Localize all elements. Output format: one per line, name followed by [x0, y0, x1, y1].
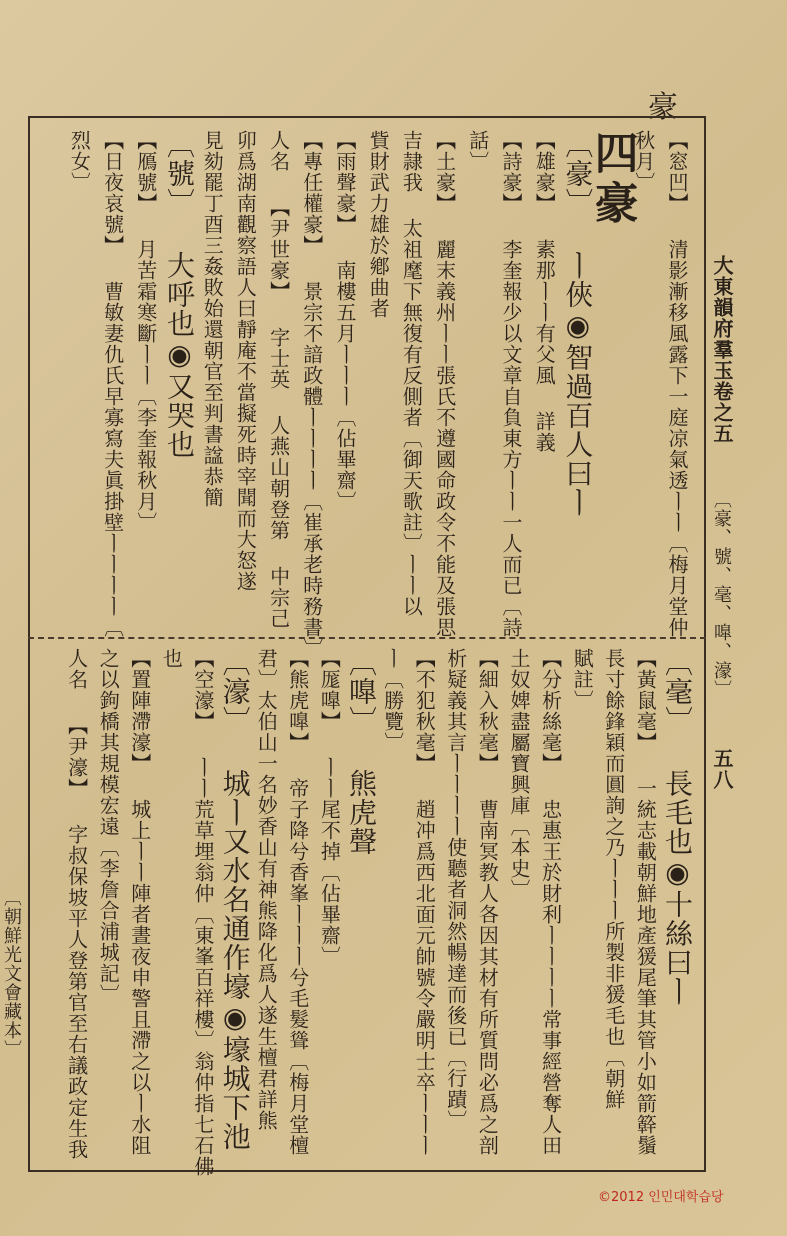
text-column: 【土豪】 麗末義州ㅣㅣ張氏不遵國命政令不能及張思	[432, 130, 457, 638]
text-column: 也	[159, 648, 184, 669]
text-column: 〔豪〕 ㅣ俠◉智過百人曰ㅣ	[561, 130, 595, 517]
text-column: 人名 【尹世豪】 字士英 人燕山朝登第 中宗己	[266, 130, 291, 629]
text-column: 【不犯秋毫】 趙冲爲西北面元帥號令嚴明士卒ㅣㅣㅣ	[412, 648, 437, 1156]
section-tag: 〔豪、號、毫、嘷、濠〕	[711, 490, 732, 699]
text-column: 賦註〕	[570, 648, 595, 711]
text-column: 析疑義其言ㅣㅣㅣㅣ使聽者洞然暢達而後已〔行蹟〕	[443, 648, 468, 1131]
text-column: 貲財武力雄於鄕曲者	[366, 130, 391, 319]
text-column: 〔毫〕 長毛也◉十絲曰ㅣ	[661, 648, 694, 1006]
collection-mark: 〔朝鮮光文會藏本〕	[1, 888, 22, 1059]
text-column: 見劾罷丁酉三姦敗始還朝官至判書諡恭簡	[200, 130, 225, 508]
text-column: 秋月〕	[631, 130, 656, 193]
book-title: 大東韻府羣玉卷之五	[710, 255, 734, 444]
text-column: 【置陣滯濠】 城上ㅣㅣ陣者晝夜申警且滯之以ㅣ水阻	[127, 648, 152, 1156]
text-column: ㅣ〔勝覽〕	[380, 648, 405, 753]
text-column: 〔號〕 大呼也◉又哭也	[163, 130, 196, 459]
text-column: 之以鉤橋其規模宏遠〔李詹合浦城記〕	[96, 648, 121, 1005]
text-column: 【雨聲豪】 南樓五月ㅣㅣㅣ〔佔畢齋〕	[333, 130, 357, 512]
text-column: 【細入秋毫】 曹南冥教人各因其材有所質問必爲之剖	[475, 648, 500, 1156]
text-column: 話〕	[465, 130, 490, 172]
text-column: 烈女〕	[67, 130, 92, 193]
corner-character: 豪	[648, 90, 678, 125]
text-column: 【分析絲毫】 忠惠王於財利ㅣㅣㅣㅣ常事經營奪人田	[538, 648, 563, 1156]
text-column: 四豪	[586, 130, 638, 230]
copyright-notice: ©2012 인민대학습당	[598, 1190, 724, 1205]
text-column: 【專任權豪】 景宗不諳政體ㅣㅣㅣㅣ〔崔承老時務書〕	[299, 130, 324, 659]
text-column: 長寸餘鋒穎而圓詢之乃ㅣㅣㅣ所製非猨毛也〔朝鮮	[601, 648, 626, 1110]
text-column: 〔嘷〕 熊虎聲	[345, 648, 378, 856]
text-column: 【鴈號】 月苦霜寒斷ㅣㅣ〔李奎報秋月〕	[133, 130, 158, 533]
text-column: 【熊虎嘷】 帝子降兮香峯ㅣㅣㅣ兮毛髮聳〔梅月堂檀	[285, 648, 310, 1156]
text-column: 【厖嘷】 ㅣㅣ尾不掉〔佔畢齋〕	[317, 648, 342, 967]
text-column: 君〕太伯山一名妙香山有神熊降化爲人遂生檀君詳熊	[254, 648, 279, 1131]
text-column: 吉隷我 太祖麾下無復有反側者〔御天歌註〕ㅣㅣ以	[399, 130, 424, 617]
page-number: 五八	[710, 748, 734, 790]
text-column: 【雄豪】 素那ㅣㅣ有父風 詳義	[532, 130, 557, 453]
section-divider	[28, 637, 706, 639]
text-column: 卯爲湖南觀察語人曰靜庵不當擬死時宰聞而大怒遂	[233, 130, 258, 592]
text-column: 土奴婢盡屬寶興庫〔本史〕	[507, 648, 531, 900]
text-column: 【窓凹】 清影漸移風露下一庭凉氣透ㅣㅣ〔梅月堂仲	[665, 130, 689, 638]
text-column: 【空濠】 ㅣㅣ荒草埋翁仲〔東峯百祥樓〕翁仲指七石佛	[191, 648, 215, 1177]
text-column: 【詩豪】 李奎報少以文章自負東方ㅣㅣ一人而已〔詩	[499, 130, 523, 638]
text-column: 【日夜哀號】 曹敏妻仇氏早寡寫夫眞掛壁ㅣㅣㅣㅣ〔	[100, 130, 125, 638]
text-column: 【黃鼠毫】 一統志載朝鮮地產猨尾筆其管小如箭簳鬚	[633, 648, 658, 1156]
text-column: 人名 【尹濠】 字叔保坡平人登第官至右議政定生我	[64, 648, 89, 1160]
text-column: 〔濠〕 城ㅣ又水名通作壕◉壕城下池	[218, 648, 252, 1151]
